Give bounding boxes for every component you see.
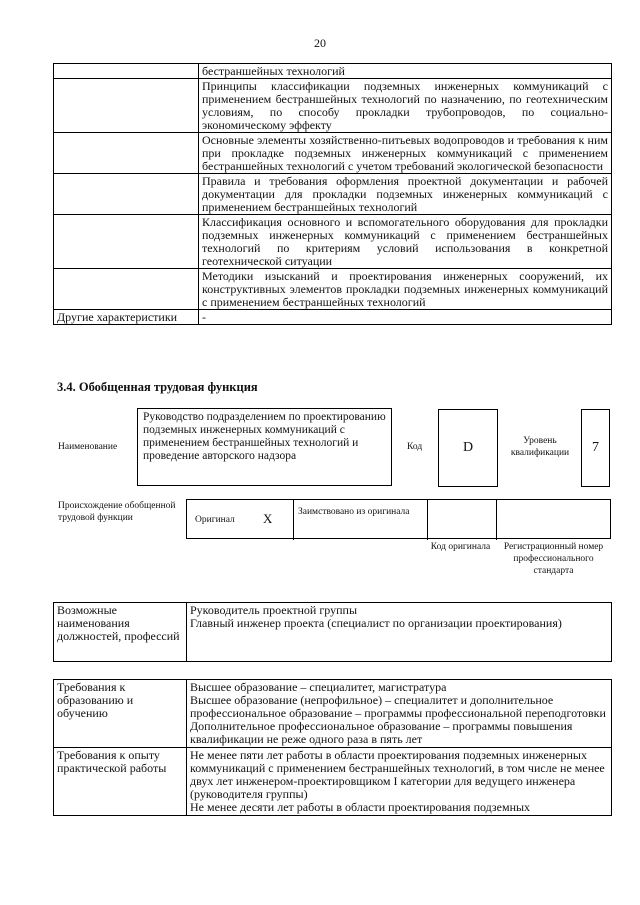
table-cell-right: - <box>199 310 612 325</box>
table-cell-left <box>54 79 199 133</box>
original-label: Оригинал <box>195 515 235 525</box>
origin-row <box>186 499 611 539</box>
borrowed-cell <box>293 500 427 540</box>
table-row <box>54 603 612 662</box>
table-row <box>54 79 612 133</box>
section-title: 3.4. Обобщенная трудовая функция <box>57 380 258 394</box>
table-row <box>54 215 612 269</box>
list-item: Руководитель проектной группы <box>190 603 358 617</box>
name-label: Наименование <box>58 442 118 452</box>
list-item: Высшее образование – специалитет, магистратура <box>190 680 447 694</box>
code-value-box: D <box>438 409 498 487</box>
table-cell-left <box>54 64 199 79</box>
list-item: Не менее пяти лет работы в области проектирования подземных инженерных коммуникаций с применением бестраншейных технологий, в том числе не менее двух лет инженером-проектировщиком I категории для ведущего инженера (руководителя группы) <box>190 748 605 801</box>
table-cell-left <box>54 215 199 269</box>
requirements-label: Требования к образованию и обучению <box>54 680 187 748</box>
table-cell-right: Принципы классификации подземных инженерных коммуникаций с применением бестраншейных технологий по назначению, по геотехническим условиям, по способу прокладки трубопроводов, по социально-экономическому эффекту <box>199 79 612 133</box>
table-cell-right: Классификация основного и вспомогательного оборудования для прокладки подземных инженерных коммуникаций с применением бестраншейных технологий по критериям условий использования в конкретной геотехнической ситуации <box>199 215 612 269</box>
table-cell-left: Другие характеристики <box>54 310 199 325</box>
table-row <box>54 133 612 174</box>
positions-values <box>187 603 612 662</box>
original-code-cell <box>427 500 496 540</box>
page-number: 20 <box>314 36 326 50</box>
table-row <box>54 269 612 310</box>
code-label: Код <box>407 442 423 452</box>
table-cell-left <box>54 133 199 174</box>
table-row <box>54 174 612 215</box>
table-row <box>54 310 612 325</box>
reg-number-cell <box>496 500 611 540</box>
origin-label: Происхождение обобщенной трудовой функции <box>58 501 176 523</box>
level-label: Уровень квалификации <box>510 436 570 458</box>
list-item: Высшее образование (непрофильное) – специалитет и дополнительное профессиональное образование – программы профессиональной переподготовки <box>190 693 606 720</box>
original-cell <box>187 500 293 540</box>
table-cell-right: бестраншейных технологий <box>199 64 612 79</box>
requirements-values <box>187 680 612 748</box>
requirements-table <box>53 679 612 816</box>
table-row <box>54 680 612 748</box>
list-item: Не менее десяти лет работы в области проектирования подземных <box>190 800 531 814</box>
positions-label: Возможные наименования должностей, профессий <box>54 603 187 662</box>
code-caption: Код оригинала <box>430 542 491 552</box>
positions-table <box>53 602 612 662</box>
reg-caption: Регистрационный номер профессионального стандарта <box>503 542 604 576</box>
function-name-box: Руководство подразделением по проектированию подземных инженерных коммуникаций с применением бестраншейных технологий и проведение авторского надзора <box>137 408 392 486</box>
table-row <box>54 64 612 79</box>
table-cell-left <box>54 269 199 310</box>
original-mark: X <box>263 511 273 526</box>
table-cell-right: Основные элементы хозяйственно-питьевых водопроводов и требования к ним при прокладке подземных инженерных коммуникаций с применением бестраншейных технологий с учетом требований экологической безопасности <box>199 133 612 174</box>
table-cell-left <box>54 174 199 215</box>
table-row <box>54 748 612 816</box>
list-item: Дополнительное профессиональное образование – программы повышения квалификации не реже одного раза в пять лет <box>190 719 573 746</box>
table-cell-right: Правила и требования оформления проектной документации и рабочей документации для прокладки подземных инженерных коммуникаций с применением бестраншейных технологий <box>199 174 612 215</box>
knowledge-table <box>53 63 612 325</box>
requirements-label: Требования к опыту практической работы <box>54 748 187 816</box>
requirements-values <box>187 748 612 816</box>
table-cell-right: Методики изысканий и проектирования инженерных сооружений, их конструктивных элементов прокладки подземных инженерных коммуникаций с применением бестраншейных технологий <box>199 269 612 310</box>
level-value-box: 7 <box>581 409 610 487</box>
borrowed-label: Заимствовано из оригинала <box>298 507 410 517</box>
list-item: Главный инженер проекта (специалист по организации проектирования) <box>190 616 562 630</box>
